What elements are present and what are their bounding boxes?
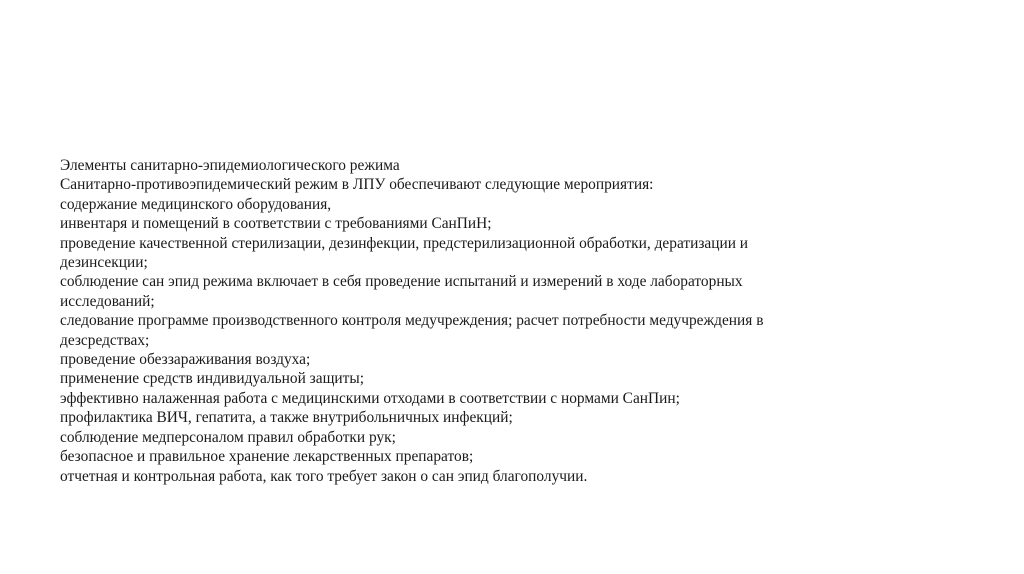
text-line: профилактика ВИЧ, гепатита, а также внутрибольничных инфекций; (60, 409, 513, 427)
text-line: исследований; (60, 292, 155, 310)
text-line: содержание медицинского оборудования, (60, 195, 332, 213)
text-line: проведение качественной стерилизации, дезинфекции, предстерилизационной обработки, дератизации и (60, 234, 749, 252)
text-line: Санитарно-противоэпидемический режим в ЛПУ обеспечивают следующие мероприятия: (60, 176, 654, 194)
text-line: соблюдение медперсоналом правил обработки рук; (60, 428, 396, 446)
text-line: дезинсекции; (60, 254, 148, 272)
text-line: эффективно налаженная работа с медицинскими отходами в соответствии с нормами СанПин; (60, 389, 680, 407)
text-line: следование программе производственного контроля медучреждения; расчет потребности медучреждения в (60, 312, 764, 330)
text-line: дезсредствах; (60, 331, 150, 349)
text-line: безопасное и правильное хранение лекарственных препаратов; (60, 448, 474, 466)
text-line: инвентаря и помещений в соответствии с требованиями СанПиН; (60, 215, 492, 233)
text-line: соблюдение сан эпид режима включает в себя проведение испытаний и измерений в ходе лабораторных (60, 273, 743, 291)
slide-title-line: Элементы санитарно-эпидемиологического режима (60, 157, 400, 174)
text-line: применение средств индивидуальной защиты; (60, 370, 365, 388)
text-line: проведение обеззараживания воздуха; (60, 351, 311, 369)
text-line: отчетная и контрольная работа, как того требует закон о сан эпид благополучии. (60, 467, 588, 485)
slide-text-block (60, 156, 960, 486)
